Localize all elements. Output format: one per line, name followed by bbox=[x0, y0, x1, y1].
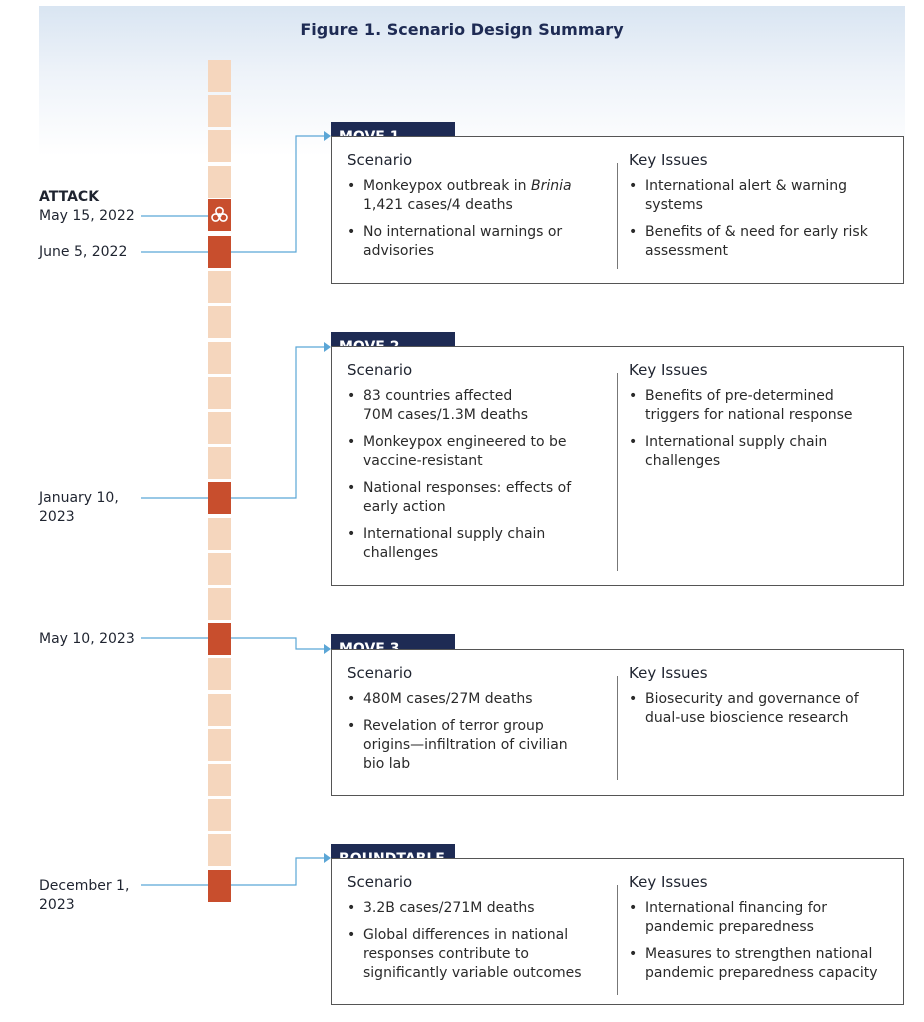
scenario-item: • International supply chain challenges bbox=[347, 525, 617, 563]
date-label-dec-1-2023: December 1, 2023 bbox=[39, 878, 130, 913]
roundtable-scenario bbox=[347, 873, 617, 991]
key-issues-heading: Key Issues bbox=[629, 873, 708, 891]
scenario-item: • 3.2B cases/271M deaths bbox=[347, 899, 617, 918]
roundtable-key-issues bbox=[629, 873, 889, 991]
key-issues-heading: Key Issues bbox=[629, 151, 708, 169]
scenario-item: • 480M cases/27M deaths bbox=[347, 690, 617, 709]
scenario-item: • National responses: effects of early action bbox=[347, 479, 617, 517]
column-divider bbox=[617, 676, 618, 780]
column-divider bbox=[617, 373, 618, 571]
move-2-scenario bbox=[347, 361, 617, 571]
scenario-heading: Scenario bbox=[347, 873, 413, 891]
scenario-heading: Scenario bbox=[347, 151, 413, 169]
scenario-item: • Monkeypox engineered to be vaccine-resistant bbox=[347, 433, 617, 471]
move-1-key-issues bbox=[629, 151, 889, 269]
move-3-box bbox=[331, 649, 904, 796]
scenario-item: • Revelation of terror group origins—infiltration of civilian bio lab bbox=[347, 717, 617, 774]
scenario-item: • 83 countries affected 70M cases/1.3M deaths bbox=[347, 387, 617, 425]
scenario-heading: Scenario bbox=[347, 664, 413, 682]
date-label-june-5-2022: June 5, 2022 bbox=[39, 244, 128, 260]
date-label-may-10-2023: May 10, 2023 bbox=[39, 631, 135, 647]
key-issue-item: • International supply chain challenges bbox=[629, 433, 889, 471]
arrowhead-move-3 bbox=[324, 644, 331, 654]
scenario-item: • Monkeypox outbreak in Brinia 1,421 cases/4 deaths bbox=[347, 177, 617, 215]
scenario-item: • No international warnings or advisories bbox=[347, 223, 617, 261]
move-3-key-issues bbox=[629, 664, 889, 736]
key-issues-heading: Key Issues bbox=[629, 361, 708, 379]
key-issue-item: • Benefits of pre-determined triggers for national response bbox=[629, 387, 889, 425]
attack-heading: ATTACK bbox=[39, 189, 100, 205]
connector-roundtable bbox=[231, 858, 326, 885]
attack-date: May 15, 2022 bbox=[39, 208, 135, 224]
connector-move-3 bbox=[231, 638, 326, 649]
key-issue-item: • Benefits of & need for early risk assessment bbox=[629, 223, 889, 261]
move-2-box bbox=[331, 346, 904, 586]
connector-move-2 bbox=[231, 347, 326, 498]
arrowhead-roundtable bbox=[324, 853, 331, 863]
key-issue-item: • International alert & warning systems bbox=[629, 177, 889, 215]
date-label-jan-10-2023: January 10, 2023 bbox=[39, 490, 119, 525]
figure-title: Figure 1. Scenario Design Summary bbox=[300, 20, 624, 39]
move-1-box bbox=[331, 136, 904, 284]
move-2-key-issues bbox=[629, 361, 889, 479]
key-issue-item: • Measures to strengthen national pandemic preparedness capacity bbox=[629, 945, 889, 983]
roundtable-box bbox=[331, 858, 904, 1005]
scenario-item: • Global differences in national responses contribute to significantly variable outcomes bbox=[347, 926, 617, 983]
arrowhead-move-1 bbox=[324, 131, 331, 141]
arrowhead-move-2 bbox=[324, 342, 331, 352]
key-issues-heading: Key Issues bbox=[629, 664, 708, 682]
scenario-heading: Scenario bbox=[347, 361, 413, 379]
key-issue-item: • Biosecurity and governance of dual-use bioscience research bbox=[629, 690, 889, 728]
connector-move-1 bbox=[231, 136, 326, 252]
move-3-scenario bbox=[347, 664, 617, 782]
key-issue-item: • International financing for pandemic preparedness bbox=[629, 899, 889, 937]
move-1-scenario bbox=[347, 151, 617, 269]
column-divider bbox=[617, 163, 618, 269]
column-divider bbox=[617, 885, 618, 995]
